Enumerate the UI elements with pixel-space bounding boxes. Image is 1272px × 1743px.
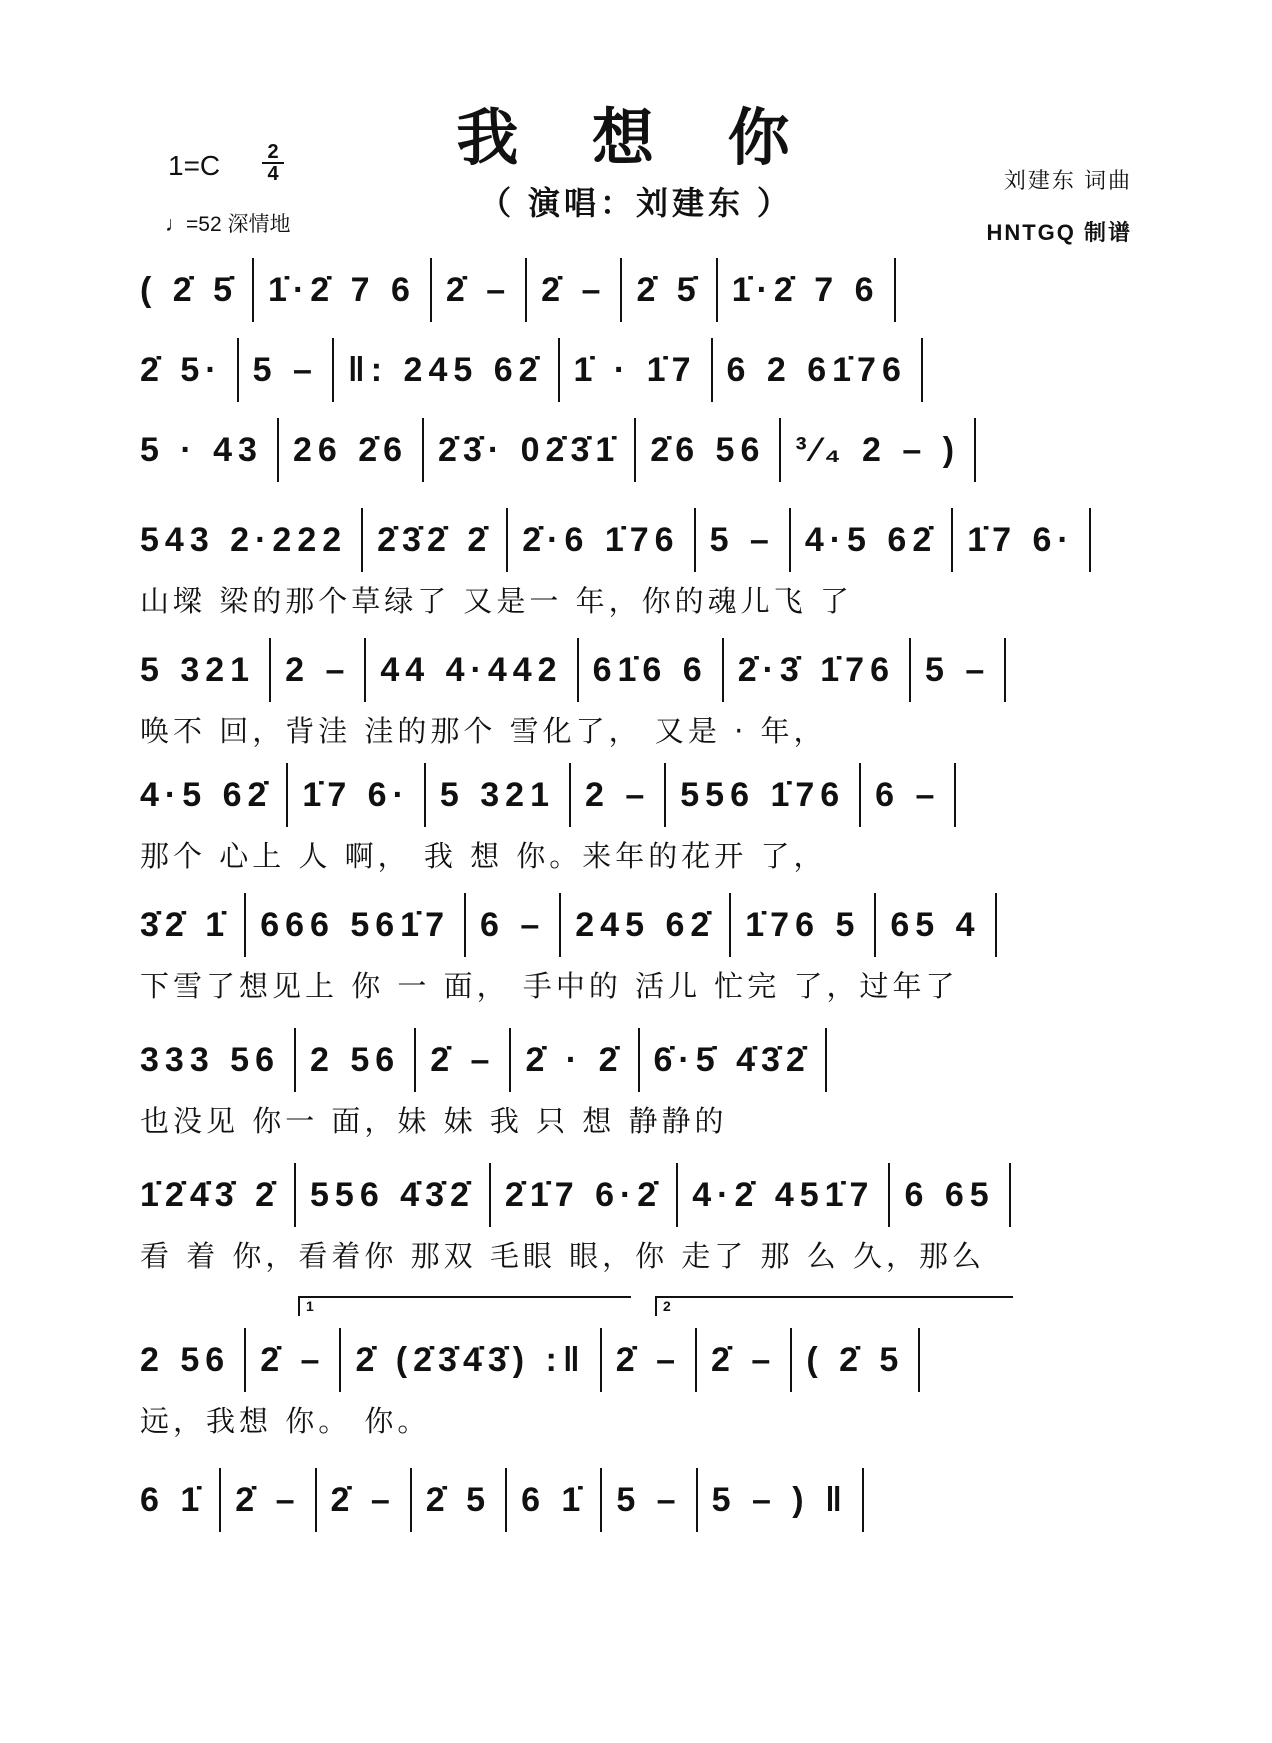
measure: 2̇ – bbox=[260, 1340, 326, 1379]
measure: 2̇ – bbox=[445, 270, 512, 309]
measure: 2̇ – bbox=[711, 1340, 777, 1379]
measure: 2̇ – bbox=[430, 1040, 496, 1079]
barline bbox=[286, 763, 288, 827]
measure: 1̇76 5 bbox=[745, 905, 861, 944]
measure: 2̇ – bbox=[615, 1340, 682, 1379]
score-row bbox=[140, 890, 1140, 1005]
measure: 44 4·442 bbox=[380, 650, 563, 689]
notes-line bbox=[140, 255, 1140, 325]
barline bbox=[918, 1328, 920, 1392]
measure: 6̇·5̇ 4̇3̇2̇ bbox=[653, 1040, 811, 1079]
measure: 666 561̇7 bbox=[260, 905, 450, 944]
barline bbox=[859, 763, 861, 827]
barline bbox=[237, 338, 239, 402]
barline bbox=[559, 893, 561, 957]
notes-line bbox=[140, 760, 1140, 830]
barline bbox=[825, 1028, 827, 1092]
barline bbox=[638, 1028, 640, 1092]
barline bbox=[620, 258, 622, 322]
barline bbox=[410, 1468, 412, 1532]
barline bbox=[219, 1468, 221, 1532]
barline bbox=[995, 893, 997, 957]
barline bbox=[505, 1468, 507, 1532]
barline bbox=[430, 258, 432, 322]
measure: 556 1̇76 bbox=[680, 775, 846, 814]
lyrics-line: 下雪了想见上 你 一 面， 手中的 活儿 忙完 了，过年了 bbox=[140, 969, 959, 1003]
barline bbox=[361, 508, 363, 572]
lyrics-line: 山墚 梁的那个草绿了 又是一 年，你的魂儿飞 了 bbox=[140, 584, 853, 618]
barline bbox=[716, 258, 718, 322]
barline bbox=[1089, 508, 1091, 572]
barline bbox=[874, 893, 876, 957]
barline bbox=[422, 418, 424, 482]
measure: 2̇ 5· bbox=[140, 350, 223, 389]
barline bbox=[558, 338, 560, 402]
measure: 2̇1̇7 6·2̇ bbox=[504, 1175, 663, 1214]
barline bbox=[722, 638, 724, 702]
barline bbox=[696, 1468, 698, 1532]
transcriber-credit: HNTGQ 制谱 bbox=[986, 220, 1132, 245]
notes-line bbox=[140, 1025, 1140, 1095]
barline bbox=[1009, 1163, 1011, 1227]
barline bbox=[464, 893, 466, 957]
barline bbox=[789, 508, 791, 572]
barline bbox=[569, 763, 571, 827]
barline bbox=[577, 638, 579, 702]
lyrics-line: 看 着 你，看着你 那双 毛眼 眼，你 走了 那 么 久，那么 bbox=[140, 1239, 985, 1273]
measure: 1̇7 6· bbox=[967, 520, 1075, 559]
measure: 245 62̇ bbox=[575, 905, 716, 944]
measure: 2̇·3̇ 1̇76 bbox=[737, 650, 896, 689]
notes-line bbox=[140, 1325, 1140, 1395]
barline bbox=[954, 763, 956, 827]
performer-line: （ 演唱：刘建东 ） bbox=[479, 185, 793, 221]
barline bbox=[315, 1468, 317, 1532]
measure: 2 56 bbox=[310, 1040, 401, 1079]
barline bbox=[790, 1328, 792, 1392]
measure: 61̇6 6 bbox=[592, 650, 708, 689]
barline bbox=[244, 893, 246, 957]
measure: 1̇2̇4̇3̇ 2̇ bbox=[140, 1175, 280, 1214]
measure: 2̇ – bbox=[541, 270, 607, 309]
measure: 2̇ · 2̇ bbox=[525, 1040, 624, 1079]
measure: 6 – bbox=[875, 775, 941, 814]
barline bbox=[664, 763, 666, 827]
barline bbox=[676, 1163, 678, 1227]
measure: 26 2̇6 bbox=[292, 430, 409, 469]
barline bbox=[294, 1163, 296, 1227]
time-signature-top: 2 bbox=[262, 142, 284, 164]
barline bbox=[974, 418, 976, 482]
measure: 2 – bbox=[585, 775, 651, 814]
measure: 5 321 bbox=[140, 650, 256, 689]
measure: 2̇3̇2̇ 2̇ bbox=[377, 520, 493, 559]
measure: 2̇ 5 bbox=[425, 1480, 492, 1519]
measure: 6 2 61̇76 bbox=[726, 350, 907, 389]
barline bbox=[269, 638, 271, 702]
score-row bbox=[140, 415, 1140, 485]
measure: 2 56 bbox=[140, 1340, 231, 1379]
score-row bbox=[140, 1465, 1140, 1535]
score-row bbox=[140, 255, 1140, 325]
time-signature bbox=[262, 142, 284, 184]
score-row bbox=[140, 1325, 1140, 1440]
barline bbox=[694, 508, 696, 572]
measure: 2̇6 56 bbox=[650, 430, 766, 469]
measure: 6 1̇ bbox=[140, 1480, 206, 1519]
barline bbox=[600, 1328, 602, 1392]
notes-line bbox=[140, 1465, 1140, 1535]
score-row bbox=[140, 760, 1140, 875]
song-title: 我 想 你 bbox=[456, 101, 816, 174]
volta-second-ending: 2 bbox=[655, 1296, 1013, 1316]
composer-credit: 刘建东 词曲 bbox=[1003, 168, 1132, 193]
score-row bbox=[140, 1025, 1140, 1140]
measure: 2̇ (2̇3̇4̇3̇) :‖ bbox=[355, 1340, 586, 1379]
barline bbox=[909, 638, 911, 702]
measure: 2̇ 5̇ bbox=[636, 270, 702, 309]
measure: 1̇·2̇ 7 6 bbox=[268, 270, 416, 309]
notes-line bbox=[140, 635, 1140, 705]
measure: 6 – bbox=[480, 905, 546, 944]
measure: ‖: 245 62̇ bbox=[347, 350, 544, 389]
barline bbox=[332, 338, 334, 402]
measure: ³⁄₄ 2 – ) bbox=[795, 430, 961, 469]
measure: 3̇2̇ 1̇ bbox=[140, 905, 231, 944]
measure: 2̇·6 1̇76 bbox=[522, 520, 680, 559]
measure: 4·2̇ 451̇7 bbox=[692, 1175, 875, 1214]
score-row bbox=[140, 635, 1140, 750]
notes-line bbox=[140, 415, 1140, 485]
measure: 5 – bbox=[925, 650, 991, 689]
measure: 5 321 bbox=[439, 775, 555, 814]
barline bbox=[862, 1468, 864, 1532]
barline bbox=[894, 258, 896, 322]
measure: ( 2̇ 5̇ bbox=[140, 270, 239, 309]
measure: 1̇·2̇ 7 6 bbox=[731, 270, 880, 309]
measure: 543 2·222 bbox=[140, 520, 348, 559]
measure: ( 2̇ 5 bbox=[806, 1340, 905, 1379]
measure: 2̇ – bbox=[235, 1480, 301, 1519]
barline bbox=[779, 418, 781, 482]
notes-line bbox=[140, 505, 1140, 575]
measure: 1̇7 6· bbox=[302, 775, 410, 814]
measure: 1̇ · 1̇7 bbox=[573, 350, 697, 389]
barline bbox=[711, 338, 713, 402]
measure: 65 4 bbox=[890, 905, 981, 944]
barline bbox=[244, 1328, 246, 1392]
barline bbox=[414, 1028, 416, 1092]
measure: 4·5 62̇ bbox=[140, 775, 273, 814]
barline bbox=[364, 638, 366, 702]
measure: 5 – ) ‖ bbox=[711, 1480, 848, 1519]
barline bbox=[339, 1328, 341, 1392]
barline bbox=[506, 508, 508, 572]
measure: 2̇ – bbox=[330, 1480, 396, 1519]
score-row bbox=[140, 505, 1140, 620]
lyrics-line: 唤不 回，背洼 洼的那个 雪化了， 又是 · 年， bbox=[140, 714, 827, 748]
volta-first-ending: 1 bbox=[298, 1296, 631, 1316]
notes-line bbox=[140, 335, 1140, 405]
measure: 4·5 62̇ bbox=[804, 520, 938, 559]
barline bbox=[252, 258, 254, 322]
lyrics-line: 远，我想 你。 你。 bbox=[140, 1404, 431, 1438]
measure: 6 1̇ bbox=[521, 1480, 587, 1519]
tempo-marking: ♩=52 深情地 bbox=[165, 213, 291, 236]
notes-line bbox=[140, 890, 1140, 960]
measure: 556 4̇3̇2̇ bbox=[310, 1175, 475, 1214]
barline bbox=[951, 508, 953, 572]
notes-line bbox=[140, 1160, 1140, 1230]
key-signature: 1=C bbox=[168, 150, 221, 181]
measure: 5 · 43 bbox=[140, 430, 263, 469]
barline bbox=[921, 338, 923, 402]
barline bbox=[888, 1163, 890, 1227]
measure: 6 65 bbox=[904, 1175, 995, 1214]
barline bbox=[1004, 638, 1006, 702]
barline bbox=[634, 418, 636, 482]
time-signature-bottom: 4 bbox=[267, 163, 279, 185]
measure: 2 – bbox=[285, 650, 351, 689]
barline bbox=[294, 1028, 296, 1092]
score-row bbox=[140, 335, 1140, 405]
barline bbox=[424, 763, 426, 827]
barline bbox=[277, 418, 279, 482]
barline bbox=[695, 1328, 697, 1392]
barline bbox=[729, 893, 731, 957]
measure: 333 56 bbox=[140, 1040, 280, 1079]
barline bbox=[489, 1163, 491, 1227]
lyrics-line: 也没见 你一 面，妹 妹 我 只 想 静静的 bbox=[140, 1104, 728, 1138]
barline bbox=[600, 1468, 602, 1532]
measure: 5 – bbox=[252, 350, 318, 389]
barline bbox=[525, 258, 527, 322]
measure: 5 – bbox=[616, 1480, 682, 1519]
barline bbox=[509, 1028, 511, 1092]
measure: 2̇3̇· 02̇3̇1̇ bbox=[438, 430, 621, 469]
lyrics-line: 那个 心上 人 啊， 我 想 你。来年的花开 了， bbox=[140, 839, 827, 873]
score-row bbox=[140, 1160, 1140, 1275]
measure: 5 – bbox=[709, 520, 775, 559]
